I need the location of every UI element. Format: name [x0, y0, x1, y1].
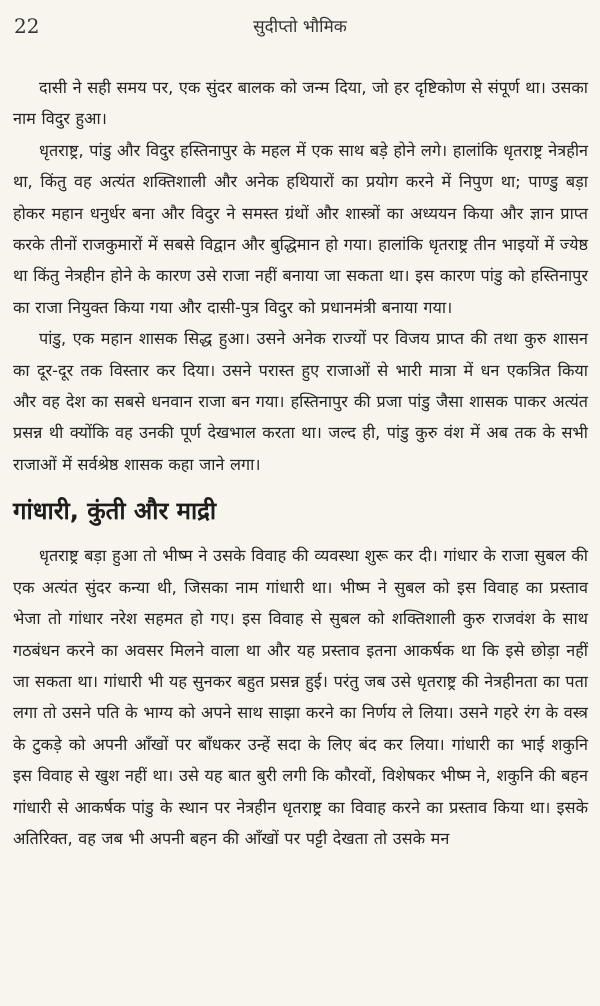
section-heading: गांधारी, कुंती और माद्री	[13, 497, 217, 526]
paragraph-gandhari-marriage: धृतराष्ट्र बड़ा हुआ तो भीष्म ने उसके विवाह की व्यवस्था शुरू कर दी। गांधार के राजा सुबल की एक अत्यंत सुंदर कन्या थी, जिसका नाम गांधारी था। भीष्म ने सुबल को इस विवाह का प्रस्ताव भेजा तो गांधार नरेश सहमत हो गए। इस विवाह से सुबल को शक्तिशाली कुरु राजवंश के साथ गठबंधन करने का अवसर मिलने वाला था और यह प्रस्ताव इतना आकर्षक था कि इसे छोड़ा नहीं जा सकता था। गांधारी भी यह सुनकर बहुत प्रसन्न हुई। परंतु जब उसे धृतराष्ट्र की नेत्रहीनता का पता लगा तो उसने पति के भाग्य को अपने साथ साझा करने का निर्णय ले लिया। उसने गहरे रंग के वस्त्र के टुकड़े को अपनी आँखों पर बाँधकर उन्हें सदा के लिए बंद कर लिया। गांधारी का भाई शकुनि इस विवाह से खुश नहीं था। उसे यह बात बुरी लगी कि कौरवों, विशेषकर भीष्म ने, शकुनि की बहन गांधारी से आकर्षक पांडु के स्थान पर नेत्रहीन धृतराष्ट्र का विवाह करने का प्रस्ताव किया था। इसके अतिरिक्त, वह जब भी अपनी बहन की आँखों पर पट्टी देखता तो उसके मन	[13, 546, 588, 848]
paragraph-princes-grow-up: धृतराष्ट्र, पांडु और विदुर हस्तिनापुर के महल में एक साथ बड़े होने लगे। हालांकि धृतराष्ट्र नेत्रहीन था, किंतु वह अत्यंत शक्तिशाली और अनेक हथियारों का प्रयोग करने में निपुण था; पाण्डु बड़ा होकर महान धनुर्धर बना और विदुर ने समस्त ग्रंथों और शास्त्रों का अध्ययन किया और ज्ञान प्राप्त करके तीनों राजकुमारों में सबसे विद्वान और बुद्धिमान हो गया। हालांकि धृतराष्ट्र तीन भाइयों में ज्येष्ठ था किंतु नेत्रहीन होने के कारण उसे राजा नहीं बनाया जा सकता था। इस कारण पांडु को हस्तिनापुर का राजा नियुक्त किया गया और दासी-पुत्र विदुर को प्रधानमंत्री बनाया गया।	[13, 140, 588, 317]
paragraph-vidur-birth: दासी ने सही समय पर, एक सुंदर बालक को जन्म दिया, जो हर दृष्टिकोण से संपूर्ण था। उसका नाम विदुर हुआ।	[13, 78, 588, 129]
paragraph-pandu-ruler: पांडु, एक महान शासक सिद्ध हुआ। उसने अनेक राज्यों पर विजय प्राप्त की तथा कुरु शासन का दूर-दूर तक विस्तार कर दिया। उसने परास्त हुए राजाओं से भारी मात्रा में धन एकत्रित किया और वह देश का सबसे धनवान राजा बन गया। हस्तिनापुर की प्रजा पांडु जैसा शासक पाकर अत्यंत प्रसन्न थी क्योंकि वह उनकी पूर्ण देखभाल करता था। जल्द ही, पांडु कुरु वंश में अब तक के सभी राजाओं में सर्वश्रेष्ठ शासक कहा जाने लगा।	[13, 329, 588, 474]
page-body	[13, 72, 588, 854]
page-header	[14, 14, 586, 40]
running-head-author: सुदीप्तो भौमिक	[253, 17, 347, 37]
page-number: 22	[14, 14, 40, 38]
